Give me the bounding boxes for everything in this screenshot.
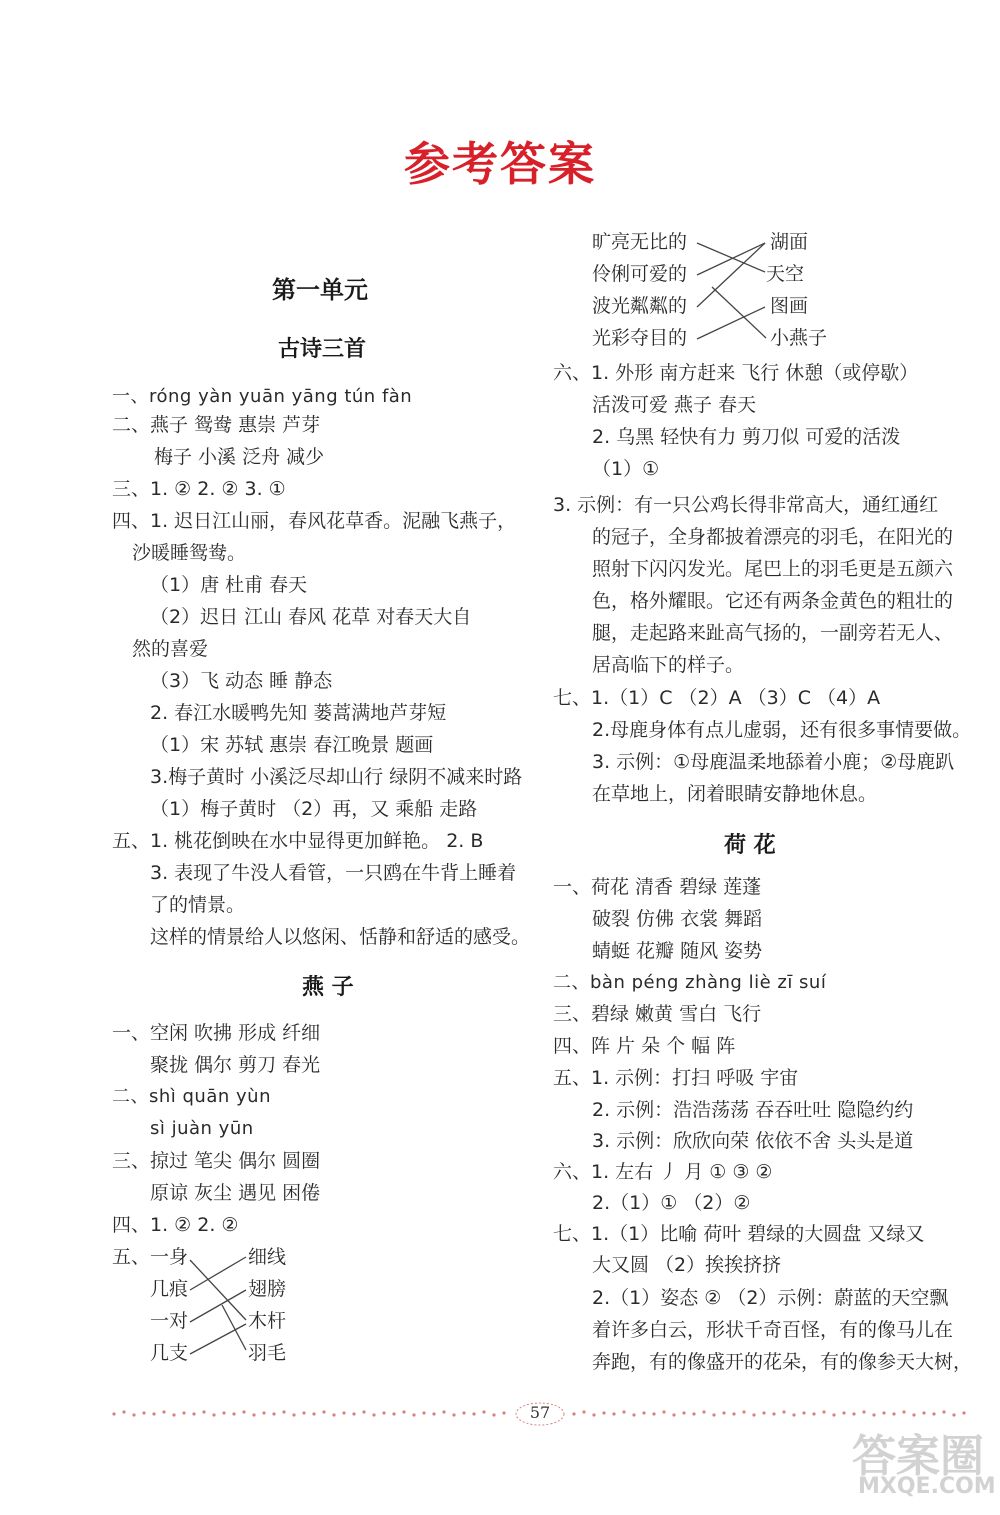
match-right-item: 天空 — [766, 263, 805, 285]
answer-line: 六、1. 外形 南方赶来 飞行 休憩（或停歇） — [553, 362, 919, 384]
answer-line: 照射下闪闪发光。尾巴上的羽毛更是五颜六 — [592, 558, 954, 580]
answer-line: 居高临下的样子。 — [592, 654, 745, 676]
match-left-item: 一对 — [150, 1310, 189, 1332]
answer-line: 3. 表现了牛没人看管，一只鸥在牛背上睡着 — [150, 862, 517, 884]
answer-line: 的冠子，全身都披着漂亮的羽毛，在阳光的 — [592, 526, 954, 548]
answer-line: 2.母鹿身体有点儿虚弱，还有很多事情要做。 — [592, 719, 972, 741]
answer-line: 五、1. 示例：打扫 呼吸 宇宙 — [553, 1067, 799, 1089]
answer-line: 沙暖睡鸳鸯。 — [132, 542, 247, 564]
answer-line: 二、燕子 鸳鸯 惠崇 芦芽 — [112, 414, 321, 436]
match-line — [697, 243, 765, 307]
match-left-item: 光彩夺目的 — [592, 327, 688, 349]
answer-line: 梅子 小溪 泛舟 减少 — [154, 446, 325, 468]
answer-line: （1）唐 杜甫 春天 — [150, 574, 308, 596]
match-left-item: 旷亮无比的 — [592, 231, 688, 253]
answer-line: 活泼可爱 燕子 春天 — [592, 394, 757, 416]
answer-line: 三、碧绿 嫩黄 雪白 飞行 — [553, 1003, 762, 1025]
answer-line: 三、掠过 笔尖 偶尔 圆圈 — [112, 1150, 321, 1172]
answer-line: 3. 示例：欣欣向荣 依依不舍 头头是道 — [592, 1130, 914, 1152]
answer-line: 腿，走起路来趾高气扬的，一副旁若无人、 — [592, 622, 954, 644]
answer-line: 2.（1）① （2）② — [592, 1192, 751, 1214]
page-title: 参考答案 — [404, 137, 596, 191]
match-right-item: 木杆 — [248, 1310, 287, 1332]
answer-line: 四、1. ② 2. ② — [112, 1214, 239, 1236]
answer-line: 2. 乌黑 轻快有力 剪刀似 可爱的活泼 — [592, 426, 901, 448]
section-heading-poems: 古诗三首 — [278, 337, 367, 362]
answer-line: 2.（1）姿态 ② （2）示例：蔚蓝的天空飘 — [592, 1287, 949, 1309]
answer-line: 四、阵 片 朵 个 幅 阵 — [553, 1035, 736, 1057]
answer-line: 大又圆 （2）挨挨挤挤 — [592, 1254, 782, 1276]
answer-line: 在草地上，闭着眼睛安静地休息。 — [592, 783, 878, 805]
answer-line: 六、1. 左右 丿 月 ① ③ ② — [553, 1161, 773, 1183]
match-left-item: 几支 — [150, 1342, 189, 1364]
answer-line: （1）① — [592, 458, 660, 480]
answer-line: 然的喜爱 — [132, 638, 209, 660]
answer-line: 3. 示例：①母鹿温柔地舔着小鹿；②母鹿趴 — [592, 751, 955, 773]
answer-line: （1）梅子黄时 （2）再，又 乘船 走路 — [150, 798, 478, 820]
answer-line: 一、róng yàn yuān yāng tún fàn — [112, 386, 413, 407]
answer-line: 七、1.（1）C （2）A （3）C （4）A — [553, 687, 881, 709]
match-right-item: 羽毛 — [248, 1342, 287, 1364]
answer-line: 奔跑，有的像盛开的花朵，有的像参天大树， — [592, 1351, 973, 1373]
unit-heading: 第一单元 — [272, 276, 368, 304]
match-line — [697, 307, 765, 339]
answer-line: sì juàn yūn — [150, 1118, 254, 1139]
answer-line: 这样的情景给人以悠闲、恬静和舒适的感受。 — [150, 926, 531, 948]
match-right-item: 图画 — [770, 295, 809, 317]
answer-line: 3.梅子黄时 小溪泛尽却山行 绿阴不减来时路 — [150, 766, 523, 788]
answer-line: 二、bàn péng zhàng liè zī suí — [553, 972, 827, 993]
answer-line: （2）迟日 江山 春风 花草 对春天大自 — [150, 606, 472, 628]
match-prefix: 五、 — [112, 1246, 151, 1268]
answer-line: 蜻蜓 花瓣 随风 姿势 — [592, 940, 763, 962]
answer-line: 七、1.（1）比喻 荷叶 碧绿的大圆盘 又绿又 — [553, 1223, 925, 1245]
answer-line: 二、shì quān yùn — [112, 1086, 271, 1107]
match-left-item: 几痕 — [150, 1278, 189, 1300]
answer-line: 一、空闲 吹拂 形成 纤细 — [112, 1022, 321, 1044]
answer-line: 色，格外耀眼。它还有两条金黄色的粗壮的 — [592, 590, 954, 612]
section-heading-swallow: 燕 子 — [302, 975, 354, 1000]
answer-line: （1）宋 苏轼 惠崇 春江晚景 题画 — [150, 734, 434, 756]
match-left-item: 伶俐可爱的 — [592, 263, 688, 285]
answer-line: 四、1. 迟日江山丽，春风花草香。泥融飞燕子， — [112, 510, 517, 532]
answer-line: 着许多白云，形状千奇百怪，有的像马儿在 — [592, 1319, 954, 1341]
answer-line: 2. 春江水暖鸭先知 蒌蒿满地芦芽短 — [150, 702, 447, 724]
match-right-item: 湖面 — [770, 231, 809, 253]
section-heading-lotus: 荷 花 — [724, 833, 776, 858]
match-right-item: 细线 — [248, 1246, 287, 1268]
match-line — [712, 287, 766, 338]
answer-line: 五、1. 桃花倒映在水中显得更加鲜艳。 2. B — [112, 830, 484, 852]
answer-line: 2. 示例：浩浩荡荡 吞吞吐吐 隐隐约约 — [592, 1099, 914, 1121]
match-left-item: 波光粼粼的 — [592, 295, 688, 317]
match-right-item: 小燕子 — [770, 327, 828, 349]
watermark-logo: 答案圈 — [852, 1431, 984, 1482]
answer-line: 破裂 仿佛 衣裳 舞蹈 — [592, 908, 763, 930]
answer-line: 3. 示例：有一只公鸡长得非常高大，通红通红 — [553, 494, 939, 516]
match-right-item: 翅膀 — [248, 1278, 287, 1300]
answer-line: 三、1. ② 2. ② 3. ① — [112, 478, 286, 500]
page-number: 57 — [529, 1403, 551, 1422]
answer-line: 一、荷花 清香 碧绿 莲蓬 — [553, 876, 762, 898]
answer-line: 原谅 灰尘 遇见 困倦 — [150, 1182, 321, 1204]
watermark-url: MXQE.COM — [858, 1474, 996, 1499]
answer-line: 了的情景。 — [150, 894, 246, 916]
answer-line: 聚拢 偶尔 剪刀 春光 — [150, 1054, 321, 1076]
match-left-item: 一身 — [150, 1246, 189, 1268]
answer-line: （3）飞 动态 睡 静态 — [150, 670, 333, 692]
